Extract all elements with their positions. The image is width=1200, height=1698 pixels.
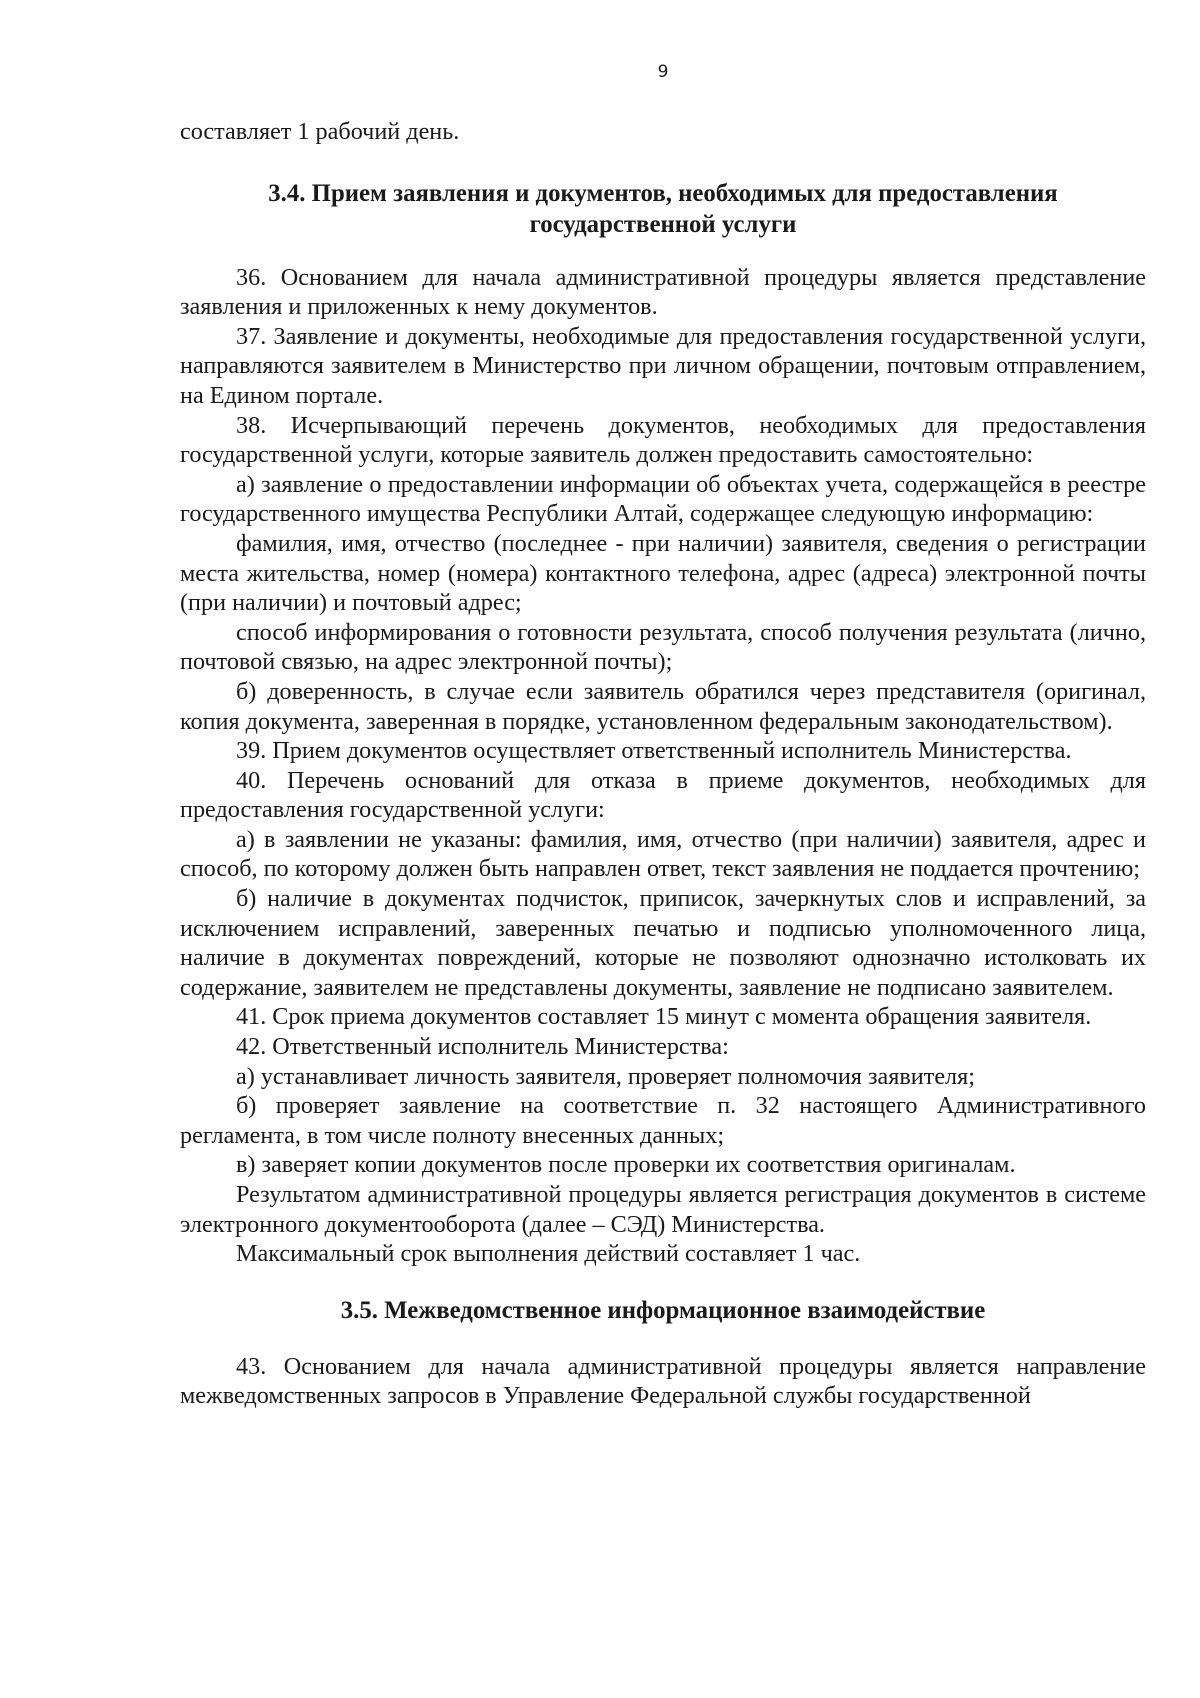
section-heading-3-4-line2: государственной услуги xyxy=(529,210,797,238)
paragraph-40-b: б) наличие в документах подчисток, приписок, зачеркнутых слов и исправлений, за исключением исправлений, заверенных печатью и подписью уполномоченного лица, наличие в документах повреждений, которые не позволяют однозначно истолковать их содержание, заявителем не представлены документы, заявление не подписано заявителем. xyxy=(180,885,1146,1001)
paragraph-38-b: б) доверенность, в случае если заявитель обратился через представителя (оригинал, копия документа, заверенная в порядке, установленном федеральным законодательством). xyxy=(180,677,1146,735)
paragraph-42: 42. Ответственный исполнитель Министерства: xyxy=(236,1033,729,1061)
document-body xyxy=(180,117,1146,1411)
paragraph-43: 43. Основанием для начала административной процедуры является направление межведомственных запросов в Управление Федеральной службы государственной xyxy=(180,1352,1146,1410)
paragraph-42-c: в) заверяет копии документов после проверки их соответствия оригиналам. xyxy=(236,1151,1016,1179)
paragraph-39: 39. Прием документов осуществляет ответственный исполнитель Министерства. xyxy=(236,737,1072,765)
paragraph-max-time: Максимальный срок выполнения действий составляет 1 час. xyxy=(236,1240,861,1268)
paragraph-38: 38. Исчерпывающий перечень документов, необходимых для предоставления государственной услуги, которые заявитель должен предоставить самостоятельно: xyxy=(180,411,1146,469)
section-heading-3-5: 3.5. Межведомственное информационное взаимодействие xyxy=(340,1296,986,1324)
paragraph-38-a-details: фамилия, имя, отчество (последнее - при наличии) заявителя, сведения о регистрации места жительства, номер (номера) контактного телефона, адрес (адреса) электронной почты (при наличии) и почтовый адрес; xyxy=(180,529,1146,617)
paragraph-41: 41. Срок приема документов составляет 15 минут с момента обращения заявителя. xyxy=(236,1003,1092,1031)
paragraph-42-b: б) проверяет заявление на соответствие п. 32 настоящего Административного регламента, в том числе полноту внесенных данных; xyxy=(180,1092,1146,1149)
paragraph-38-a-method: способ информирования о готовности результата, способ получения результата (лично, почтовой связью, на адрес электронной почты); xyxy=(180,618,1146,676)
paragraph-37: 37. Заявление и документы, необходимые для предоставления государственной услуги, направляются заявителем в Министерство при личном обращении, почтовым отправлением, на Едином портале. xyxy=(180,322,1146,409)
paragraph-42-a: а) устанавливает личность заявителя, проверяет полномочия заявителя; xyxy=(236,1062,975,1090)
section-heading-3-4 xyxy=(180,178,1146,240)
paragraph-40: 40. Перечень оснований для отказа в приеме документов, необходимых для предоставления государственной услуги: xyxy=(180,766,1146,824)
document-page xyxy=(180,0,1146,1698)
page-number: 9 xyxy=(657,62,669,82)
intro-line: составляет 1 рабочий день. xyxy=(180,118,460,145)
paragraph-result: Результатом административной процедуры является регистрация документов в системе электронного документооборота (далее – СЭД) Министерства. xyxy=(180,1181,1146,1238)
section-heading-3-4-line1: 3.4. Прием заявления и документов, необходимых для предоставления xyxy=(268,179,1058,207)
paragraph-36: 36. Основанием для начала административной процедуры является представление заявления и приложенных к нему документов. xyxy=(180,263,1146,321)
paragraph-40-a: а) в заявлении не указаны: фамилия, имя, отчество (при наличии) заявителя, адрес и способ, по которому должен быть направлен ответ, текст заявления не поддается прочтению; xyxy=(180,825,1146,883)
paragraph-38-a: а) заявление о предоставлении информации об объектах учета, содержащейся в реестре государственного имущества Республики Алтай, содержащее следующую информацию: xyxy=(180,470,1146,528)
